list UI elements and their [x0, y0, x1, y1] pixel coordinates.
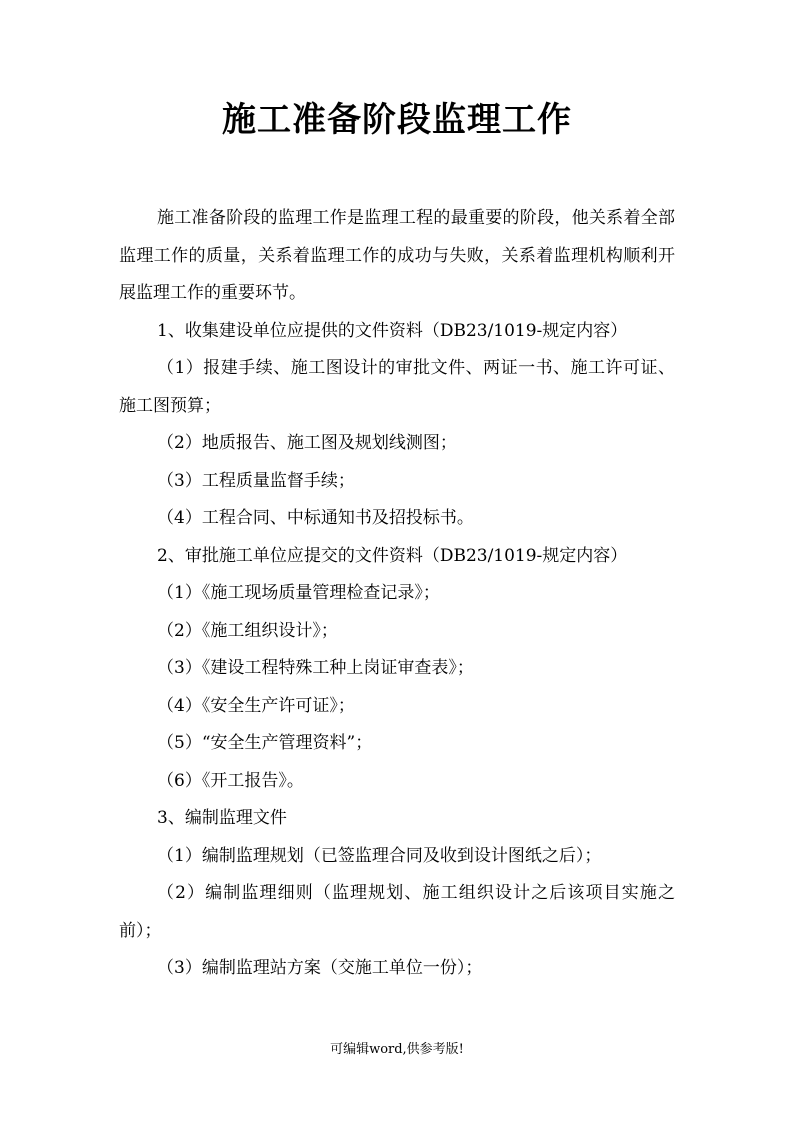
list-item: （5）“安全生产管理资料”； [157, 733, 373, 753]
section-heading: 1、收集建设单位应提供的文件资料（DB23/1019-规定内容） [157, 320, 628, 341]
section-heading: 2、审批施工单位应提交的文件资料（DB23/1019-规定内容） [157, 545, 628, 566]
document-title: 施工准备阶段监理工作 [222, 100, 572, 140]
list-item: （2）地质报告、施工图及规划线测图； [157, 433, 457, 453]
list-item: （3）编制监理站方案（交施工单位一份）； [157, 958, 483, 978]
list-item: （1）《施工现场质量管理检查记录》； [157, 583, 440, 603]
list-item: （1）编制监理规划（已签监理合同及收到设计图纸之后）； [157, 845, 602, 866]
list-item: （3）《建设工程特殊工种上岗证审查表》； [157, 658, 474, 678]
list-item: （4）工程合同、中标通知书及招投标书。 [157, 508, 474, 528]
list-item: （2）编制监理细则（监理规划、施工组织设计之后该项目实施之前）； [119, 883, 675, 941]
list-item: （2）《施工组织设计》； [157, 620, 338, 641]
list-item: （4）《安全生产许可证》； [157, 695, 355, 716]
list-item: （1）报建手续、施工图设计的审批文件、两证一书、施工许可证、施工图预算； [119, 358, 675, 416]
intro-paragraph: 施工准备阶段的监理工作是监理工程的最重要的阶段，他关系着全部监理工作的质量，关系着监理工作的成功与失败，关系着监理机构顺利开展监理工作的重要环节。 [119, 208, 675, 303]
list-item: （6）《开工报告》。 [157, 770, 304, 791]
list-item: （3）工程质量监督手续； [157, 470, 355, 491]
document-body [119, 200, 675, 988]
page-footer: 可编辑word,供参考版! [330, 1042, 464, 1057]
section-heading: 3、编制监理文件 [157, 808, 287, 828]
